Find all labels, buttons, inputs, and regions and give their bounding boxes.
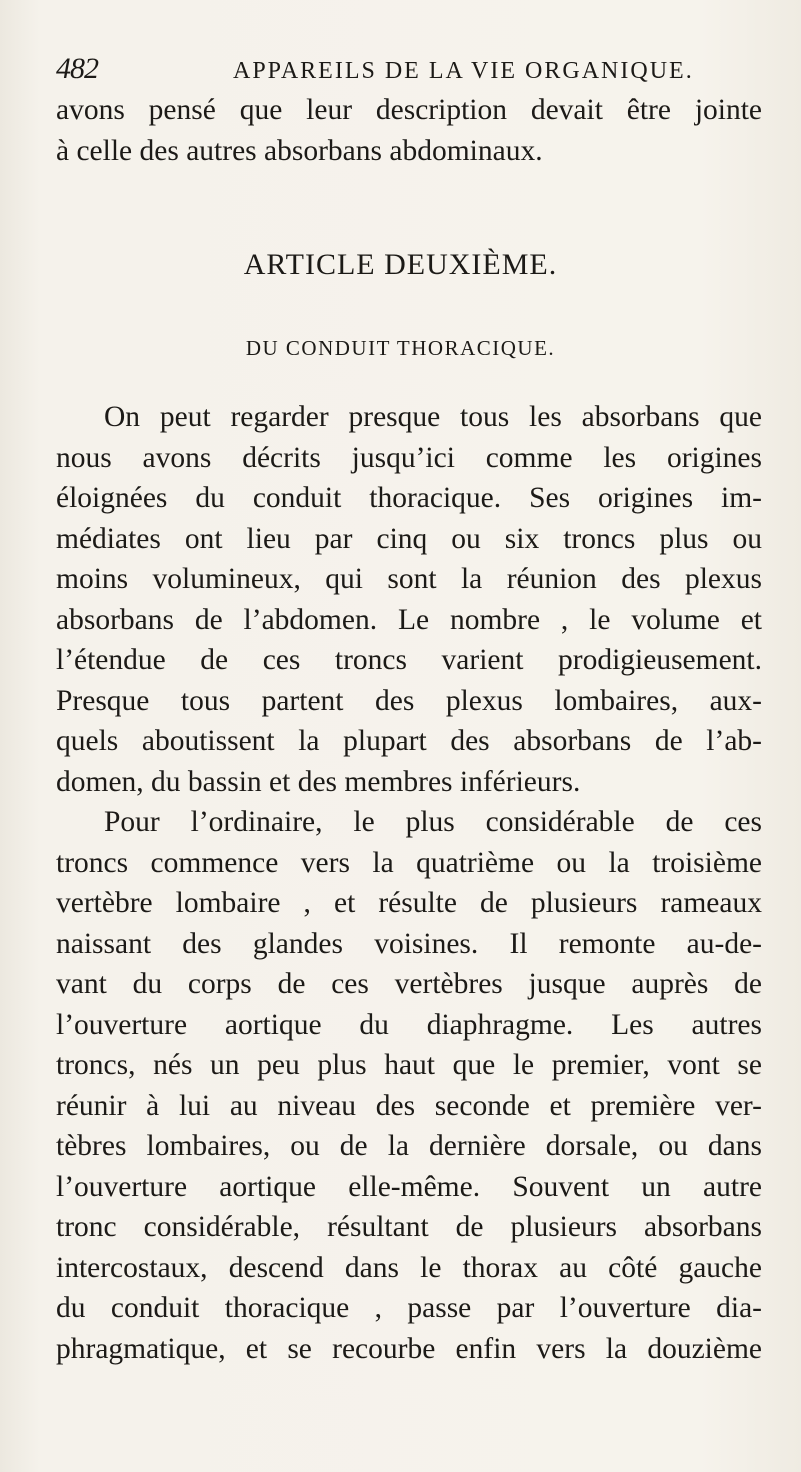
text-line: à celle des autres absorbans abdominaux. — [56, 134, 543, 167]
text-line: du conduit thoracique , passe par l’ouverture dia- — [56, 1292, 762, 1324]
text-line: absorbans de l’abdomen. Le nombre , le volume et — [56, 603, 762, 636]
text-line: On peut regarder presque tous les absorbans que — [104, 401, 762, 433]
text-line: troncs, nés un peu plus haut que le premier, vont se — [56, 1049, 762, 1081]
text-line: naissant des glandes voisines. Il remonte au-de- — [56, 927, 762, 960]
article-heading: ARTICLE DEUXIÈME. — [243, 248, 558, 281]
text-line: Pour l’ordinaire, le plus considérable de ces — [104, 806, 762, 838]
running-head — [56, 52, 756, 92]
body-text — [56, 397, 762, 1369]
paragraph-1 — [56, 397, 762, 802]
text-line: nous avons décrits jusqu’ici comme les origines — [56, 441, 762, 474]
intro-paragraph — [56, 90, 762, 171]
text-line: l’ouverture aortique elle-même. Souvent un autre — [56, 1170, 762, 1203]
text-line: phragmatique, et se recourbe enfin vers la douzième — [56, 1332, 762, 1365]
text-line: médiates ont lieu par cinq ou six troncs plus ou — [56, 522, 762, 555]
text-line: l’étendue de ces troncs varient prodigieusement. — [56, 644, 762, 676]
text-line: vant du corps de ces vertèbres jusque auprès de — [56, 968, 762, 1000]
text-line: l’ouverture aortique du diaphragme. Les autres — [56, 1008, 762, 1041]
text-line: avons pensé que leur description devait être jointe — [56, 94, 762, 126]
text-line: troncs commence vers la quatrième ou la troisième — [56, 846, 762, 879]
text-line: intercostaux, descend dans le thorax au côté gauche — [56, 1251, 762, 1284]
text-line: vertèbre lombaire , et résulte de plusieurs rameaux — [56, 887, 762, 919]
text-line: domen, du bassin et des membres inférieurs. — [56, 765, 581, 798]
text-line: réunir à lui au niveau des seconde et première ver- — [56, 1089, 762, 1122]
text-line: tronc considérable, résultant de plusieurs absorbans — [56, 1211, 762, 1243]
text-line: tèbres lombaires, ou de la dernière dorsale, ou dans — [56, 1130, 762, 1162]
text-line: quels aboutissent la plupart des absorbans de l’ab- — [56, 725, 762, 757]
running-title: APPAREILS DE LA VIE ORGANIQUE. — [233, 58, 694, 84]
paragraph-2 — [56, 802, 762, 1369]
text-line: éloignées du conduit thoracique. Ses origines im- — [56, 482, 762, 514]
text-line: moins volumineux, qui sont la réunion des plexus — [56, 563, 762, 595]
page-number: 482 — [56, 52, 98, 85]
section-heading: DU CONDUIT THORACIQUE. — [245, 336, 556, 360]
text-line: Presque tous partent des plexus lombaires, aux- — [56, 684, 762, 717]
